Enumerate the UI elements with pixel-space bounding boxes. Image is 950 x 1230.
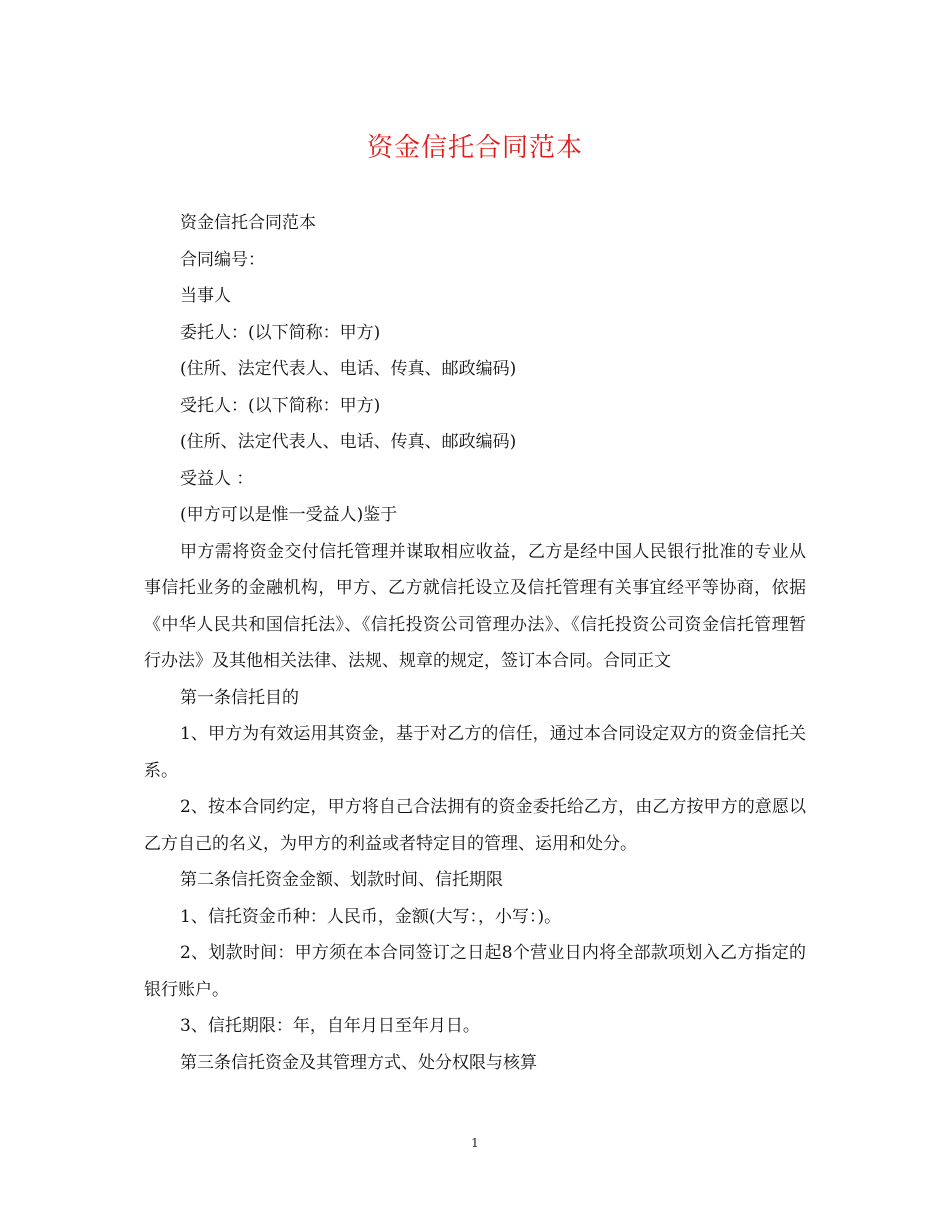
paragraph: 委托人：(以下简称：甲方) <box>180 322 381 343</box>
paragraph: 甲方需将资金交付信托管理并谋取相应收益，乙方是经中国人民银行批准的专业从事信托业务的金融机构，甲方、乙方就信托设立及信托管理有关事宜经平等协商，依据《中华人民共和国信托法》、《信托投资公司管理办法》、《信托投资公司资金信托管理暂行办法》及其他相关法律、法规、规章的规定，签订本合同。合同正文 <box>144 541 806 671</box>
document-title: 资金信托合同范本 <box>366 133 583 163</box>
paragraph: 2、按本合同约定，甲方将自己合法拥有的资金委托给乙方，由乙方按甲方的意愿以乙方自己的名义，为甲方的利益或者特定目的管理、运用和处分。 <box>144 797 806 854</box>
paragraph: 受益人 ： <box>180 468 254 489</box>
paragraph: 2、划款时间：甲方须在本合同签订之日起8个营业日内将全部款项划入乙方指定的银行账户。 <box>144 943 806 1000</box>
paragraph: 当事人 <box>180 286 231 306</box>
document-body <box>144 205 806 1081</box>
paragraph: 资金信托合同范本 <box>180 213 316 233</box>
paragraph: 第三条信托资金及其管理方式、处分权限与核算 <box>180 1052 537 1073</box>
paragraph: 3、信托期限：年，自年月日至年月日。 <box>180 1016 480 1036</box>
paragraph: (住所、法定代表人、电话、传真、邮政编码) <box>180 432 517 452</box>
paragraph: 第一条信托目的 <box>180 687 299 708</box>
paragraph: 受托人：(以下简称：甲方) <box>180 395 381 416</box>
page-number: 1 <box>471 1136 479 1150</box>
paragraph: 第二条信托资金金额、划款时间、信托期限 <box>180 870 503 890</box>
paragraph: 合同编号： <box>180 249 265 270</box>
paragraph: 1、信托资金币种：人民币，金额(大写：，小写：)。 <box>180 906 562 927</box>
paragraph: (甲方可以是惟一受益人)鉴于 <box>180 505 398 525</box>
paragraph: (住所、法定代表人、电话、传真、邮政编码) <box>180 359 517 379</box>
paragraph: 1、甲方为有效运用其资金，基于对乙方的信任，通过本合同设定双方的资金信托关系。 <box>144 724 806 781</box>
